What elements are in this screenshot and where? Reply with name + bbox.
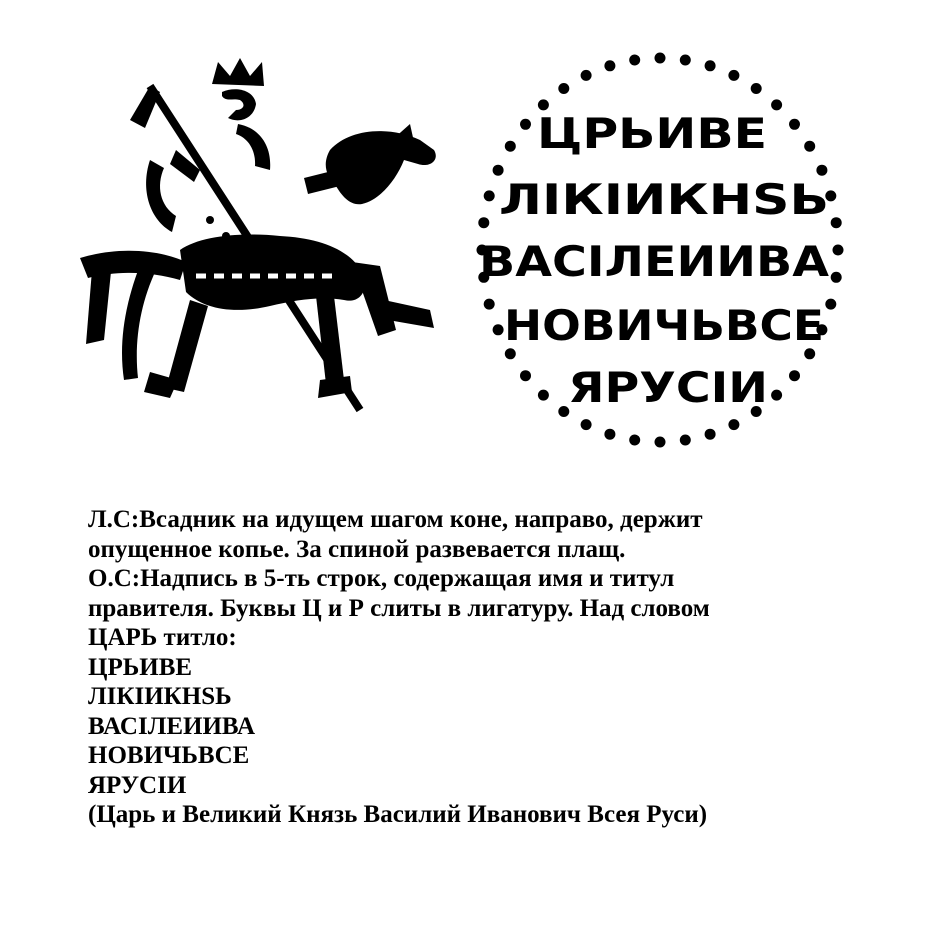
border-dot <box>655 53 666 64</box>
reverse-inscription <box>479 109 830 412</box>
border-dot <box>520 119 531 130</box>
border-dot <box>728 419 739 430</box>
border-dot <box>831 217 842 228</box>
coin-description <box>88 505 888 830</box>
border-dot <box>558 83 569 94</box>
inscription-line: ЦРЬИВЕ <box>88 653 193 681</box>
reverse-inscription-line: ЯРУСІИ <box>568 363 768 412</box>
obverse-description-line: опущенное копье. За спиной развевается плащ. <box>88 535 626 563</box>
border-dot <box>751 83 762 94</box>
border-dot <box>771 390 782 401</box>
inscription-line: ЯРУСІИ <box>88 771 187 799</box>
border-dot <box>705 60 716 71</box>
border-dot <box>478 217 489 228</box>
border-dot <box>655 437 666 448</box>
border-dot <box>771 99 782 110</box>
inscription-line: ЛІКІИКНЅЬ <box>88 683 232 710</box>
reverse-description-line: правителя. Буквы Ц и Р слиты в лигатуру. Над словом <box>88 594 710 622</box>
border-dot <box>520 370 531 381</box>
border-dot <box>581 70 592 81</box>
reverse-inscription-line: НОВИЧЬВСЕ <box>504 301 824 350</box>
inscription-line: ВАСІЛЕИИВА <box>88 712 256 740</box>
border-dot <box>484 299 495 310</box>
border-dot <box>825 299 836 310</box>
obverse-horseman-drawing <box>80 58 436 410</box>
border-dot <box>680 55 691 66</box>
border-dot <box>629 55 640 66</box>
border-dot <box>833 245 844 256</box>
translation-line: (Царь и Великий Князь Василий Иванович Всея Руси) <box>88 801 708 828</box>
inscription-line: НОВИЧЬВСЕ <box>88 742 250 769</box>
border-dot <box>804 141 815 152</box>
border-dot <box>789 370 800 381</box>
border-dot <box>789 119 800 130</box>
border-dot <box>538 390 549 401</box>
border-dot <box>831 272 842 283</box>
border-dot <box>604 60 615 71</box>
obverse-description-line: Л.С:Всадник на идущем шагом коне, направо, держит <box>88 506 703 533</box>
border-dot <box>728 70 739 81</box>
border-dot <box>484 190 495 201</box>
reverse-description-line: ЦАРЬ титло: <box>88 624 237 651</box>
border-dot <box>581 419 592 430</box>
border-dot <box>604 429 615 440</box>
reverse-inscription-line: ЛІКІИКНЅЬ <box>499 175 829 224</box>
reverse-inscription-line: ВАСІЛЕИИВА <box>479 237 830 286</box>
border-dot <box>629 435 640 446</box>
reverse-description-line: О.С:Надпись в 5-ть строк, содержащая имя и титул <box>88 565 675 592</box>
border-dot <box>505 141 516 152</box>
border-dot <box>705 429 716 440</box>
border-dot <box>493 324 504 335</box>
reverse-inscription-line: ЦРЬИВЕ <box>537 109 767 158</box>
border-dot <box>680 435 691 446</box>
